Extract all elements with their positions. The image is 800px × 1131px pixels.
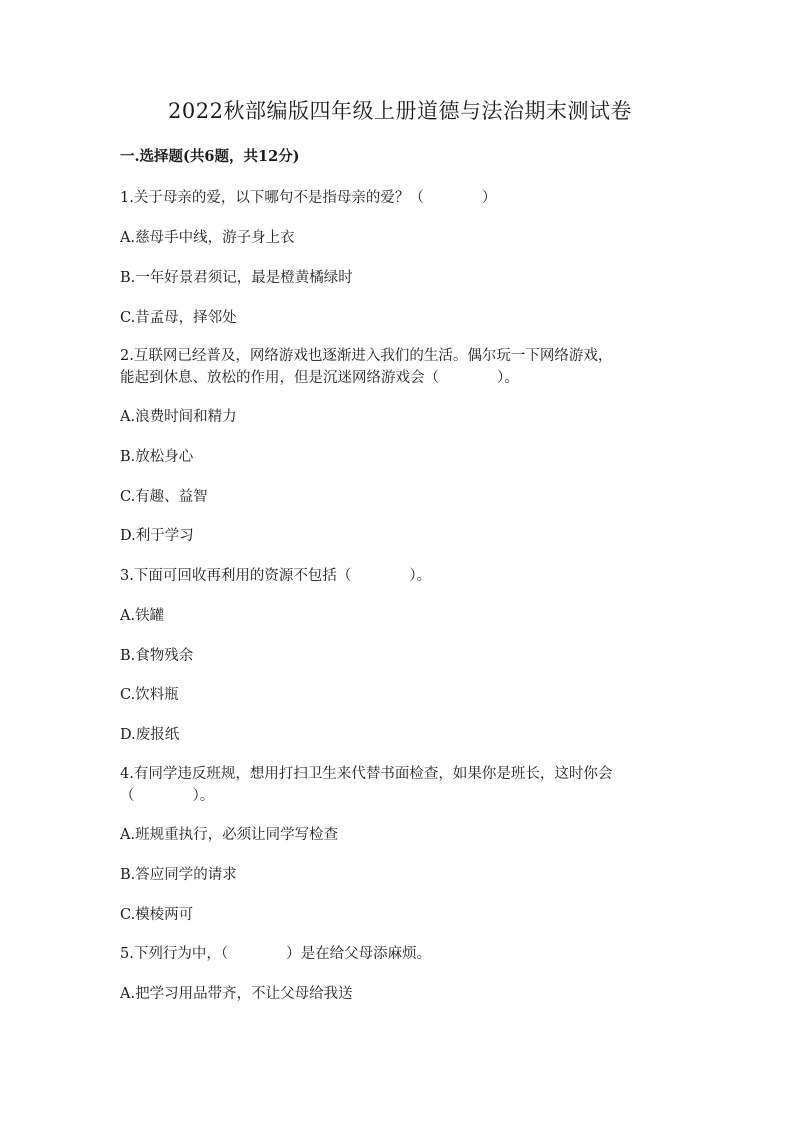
question-4-option-c: C.模棱两可	[120, 907, 194, 923]
question-4-option-a: A.班规重执行，必须让同学写检查	[120, 827, 339, 843]
question-3-option-a: A.铁罐	[120, 608, 165, 624]
question-5-option-a: A.把学习用品带齐，不让父母给我送	[120, 986, 353, 1002]
question-1-option-c: C.昔孟母，择邻处	[120, 310, 237, 326]
question-4-stem-line-1: 4.有同学违反班规，想用打扫卫生来代替书面检查，如果你是班长，这时你会	[120, 766, 613, 782]
question-2-stem-line-1: 2.互联网已经普及，网络游戏也逐渐进入我们的生活。偶尔玩一下网络游戏，	[120, 348, 613, 364]
exam-title: 2022秋部编版四年级上册道德与法治期末测试卷	[168, 99, 632, 123]
question-1-option-a: A.慈母手中线，游子身上衣	[120, 230, 295, 246]
question-4-stem-line-2: （ ）。	[120, 788, 215, 804]
question-3-option-c: C.饮料瓶	[120, 687, 179, 703]
question-2-stem-line-2: 能起到休息、放松的作用，但是沉迷网络游戏会（ ）。	[120, 370, 519, 386]
question-3-option-d: D.废报纸	[120, 727, 180, 743]
question-2-option-c: C.有趣、益智	[120, 489, 208, 505]
question-5-stem: 5.下列行为中，（ ）是在给父母添麻烦。	[120, 946, 432, 962]
question-3-stem: 3.下面可回收再利用的资源不包括（ ）。	[120, 568, 432, 584]
question-2-option-a: A.浪费时间和精力	[120, 409, 237, 425]
question-2-option-d: D.利于学习	[120, 528, 194, 544]
question-1-option-b: B.一年好景君须记，最是橙黄橘绿时	[120, 270, 353, 286]
section-heading: 一.选择题(共6题，共12分)	[120, 148, 300, 165]
question-3-option-b: B.食物残余	[120, 648, 194, 664]
question-1-stem: 1.关于母亲的爱，以下哪句不是指母亲的爱？（ ）	[120, 190, 497, 206]
question-4-option-b: B.答应同学的请求	[120, 867, 237, 883]
question-2-option-b: B.放松身心	[120, 449, 194, 465]
